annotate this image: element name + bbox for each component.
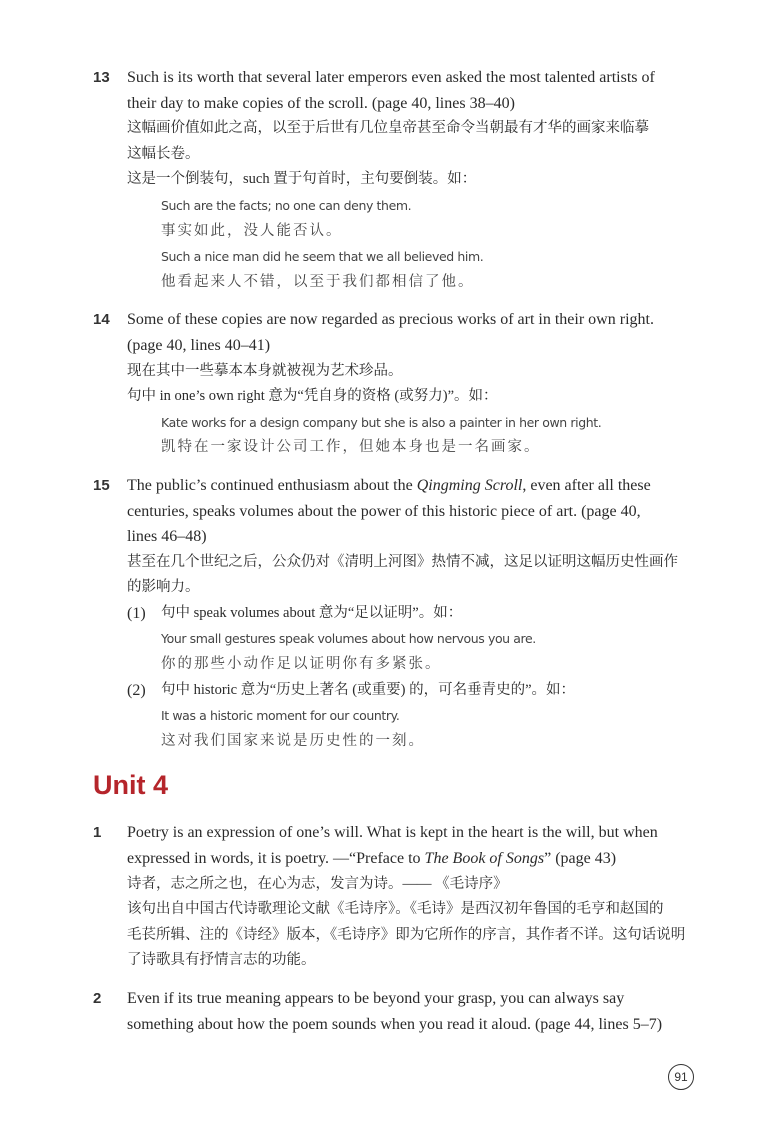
page-number: 91 [668,1064,694,1090]
note-item-14 [0,307,767,461]
example-translation: 事实如此，没人能否认。 [161,222,343,239]
note-number: 15 [93,476,110,494]
explanation-line: 句中 in one’s own right 意为“凭自身的资格 (或努力)”。如： [127,388,498,405]
example-sentence: Kate works for a design company but she is also a painter in her own right. [161,414,602,430]
translation-line: 这幅画价值如此之高，以至于后世有几位皇帝甚至命令当朝最有才华的画家来临摹 [127,120,649,137]
unit4-note-2 [0,986,767,1037]
explanation-line: 该句出自中国古代诗歌理论文献《毛诗序》。《毛诗》是西汉初年鲁国的毛亨和赵国的 [127,901,664,918]
example-translation: 他看起来人不错，以至于我们都相信了他。 [161,273,475,290]
example-translation: 这对我们国家来说是历史性的一刻。 [161,732,425,749]
example-sentence: Such a nice man did he seem that we all believed him. [161,249,484,265]
quote-line: centuries, speaks volumes about the power of this historic piece of art. (page 40, [127,502,641,520]
explanation-line: 这是一个倒装句，such 置于句首时，主句要倒装。如： [127,171,477,188]
note-number: 1 [93,824,102,842]
quote-line: Some of these copies are now regarded as precious works of art in their own right. [127,311,654,329]
translation-line: 这幅长卷。 [127,145,200,162]
translation-line: 现在其中一些摹本本身就被视为艺术珍品。 [127,362,403,379]
quote-line: lines 46–48) [127,528,207,546]
note-number: 14 [93,311,110,329]
title-italic: Qingming Scroll [416,476,523,494]
example-translation: 凯特在一家设计公司工作，但她本身也是一名画家。 [161,439,541,456]
unit4-note-1 [0,820,767,974]
quote-text: expressed in words, it is poetry. —“Preface to [127,850,425,868]
quote-line: their day to make copies of the scroll. (page 40, lines 38–40) [127,94,515,112]
sub-note-1 [127,601,767,678]
page-content [0,65,767,1049]
note-item-15 [0,473,767,755]
explanation-line: 句中 historic 意为“历史上著名 (或重要) 的，可名垂青史的”。如： [161,681,576,698]
note-item-13 [0,65,767,295]
sub-note-2 [127,678,767,755]
explanation-line: 句中 speak volumes about 意为“足以证明”。如： [161,604,463,621]
quote-line: (page 40, lines 40–41) [127,336,271,354]
note-number: 13 [93,69,110,86]
translation-line: 的影响力。 [127,579,200,596]
quote-line: something about how the poem sounds when you read it aloud. (page 44, lines 5–7) [127,1015,663,1033]
quote-line: Even if its true meaning appears to be beyond your grasp, you can always say [127,990,625,1007]
note-number: 2 [93,990,102,1007]
quote-text: , even after all these [522,476,651,494]
sub-note-label: (2) [127,681,146,699]
quote-text: ” (page 43) [544,850,617,868]
quote-line: Such is its worth that several later emperors even asked the most talented artists of [127,69,655,86]
explanation-line: 了诗歌具有抒情言志的功能。 [127,952,316,969]
quote-text: The public’s continued enthusiasm about the [127,476,417,494]
sub-note-label: (1) [127,604,146,622]
unit-heading: Unit 4 [93,770,169,801]
example-sentence: Such are the facts; no one can deny them. [161,197,412,213]
quote-line [127,846,767,872]
title-italic: The Book of Songs [424,850,545,868]
quote-line [127,473,767,499]
example-translation: 你的那些小动作足以证明你有多紧张。 [161,656,442,673]
example-sentence: It was a historic moment for our country. [161,708,400,724]
translation-line: 诗者，志之所之也，在心为志，发言为诗。—— 《毛诗序》 [127,875,508,892]
explanation-line: 毛苌所辑、注的《诗经》版本，《毛诗序》即为它所作的序言，其作者不详。这句话说明 [127,926,686,943]
translation-line: 甚至在几个世纪之后，公众仍对《清明上河图》热情不减，这足以证明这幅历史性画作 [127,553,678,570]
example-sentence: Your small gestures speak volumes about how nervous you are. [161,631,536,647]
quote-line: Poetry is an expression of one’s will. What is kept in the heart is the will, but when [127,824,658,842]
